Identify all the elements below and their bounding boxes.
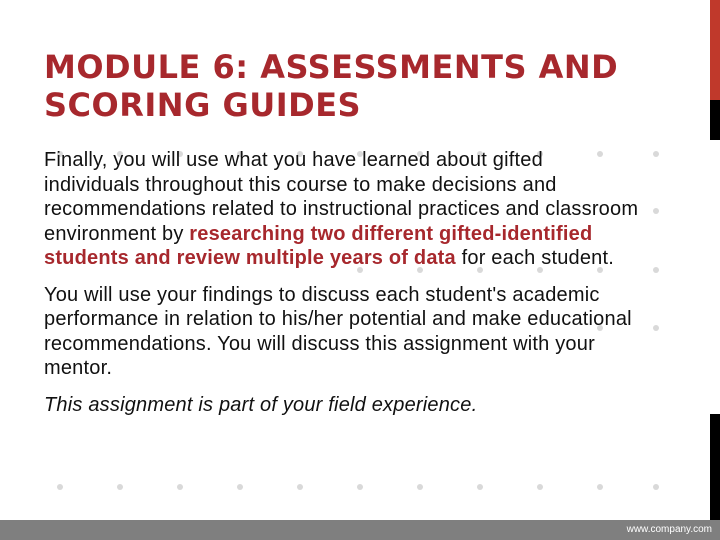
decorative-dot bbox=[297, 484, 303, 490]
decorative-dot bbox=[237, 484, 243, 490]
body-paragraph-1 bbox=[44, 148, 644, 271]
slide-title: MODULE 6: ASSESSMENTS AND SCORING GUIDES bbox=[44, 48, 619, 124]
paragraph-1-text-end: for each student. bbox=[455, 247, 615, 269]
accent-bar-red bbox=[710, 0, 720, 100]
decorative-dot bbox=[57, 484, 63, 490]
decorative-dot bbox=[357, 484, 363, 490]
footer-website-text: www.company.com bbox=[626, 524, 712, 535]
decorative-dot bbox=[653, 267, 659, 273]
decorative-dot bbox=[653, 325, 659, 331]
decorative-dot bbox=[477, 484, 483, 490]
decorative-dot bbox=[417, 484, 423, 490]
footer-bar bbox=[0, 520, 720, 540]
slide-body bbox=[44, 148, 644, 429]
decorative-dot bbox=[177, 484, 183, 490]
body-paragraph-2: You will use your findings to discuss each student's academic performance in relation to his/her potential and make educational recommendations. You will discuss this assignment with your mentor. bbox=[44, 283, 632, 379]
accent-bar-black-bottom bbox=[710, 414, 720, 520]
decorative-dot bbox=[653, 151, 659, 157]
decorative-dot bbox=[117, 484, 123, 490]
paragraph-1-highlight: researching two different gifted-identified students and review multiple years of data bbox=[44, 222, 593, 269]
decorative-dot bbox=[537, 484, 543, 490]
accent-bar-black-top bbox=[710, 100, 720, 140]
decorative-dot bbox=[653, 208, 659, 214]
decorative-dot bbox=[597, 484, 603, 490]
decorative-dot bbox=[653, 484, 659, 490]
paragraph-1-text-start: Finally, you will use what you have learned about gifted individuals throughout this course to make decisions and recommendations related to instructional practices and classroom environment by bbox=[44, 149, 639, 245]
body-paragraph-3: This assignment is part of your field experience. bbox=[44, 393, 478, 416]
